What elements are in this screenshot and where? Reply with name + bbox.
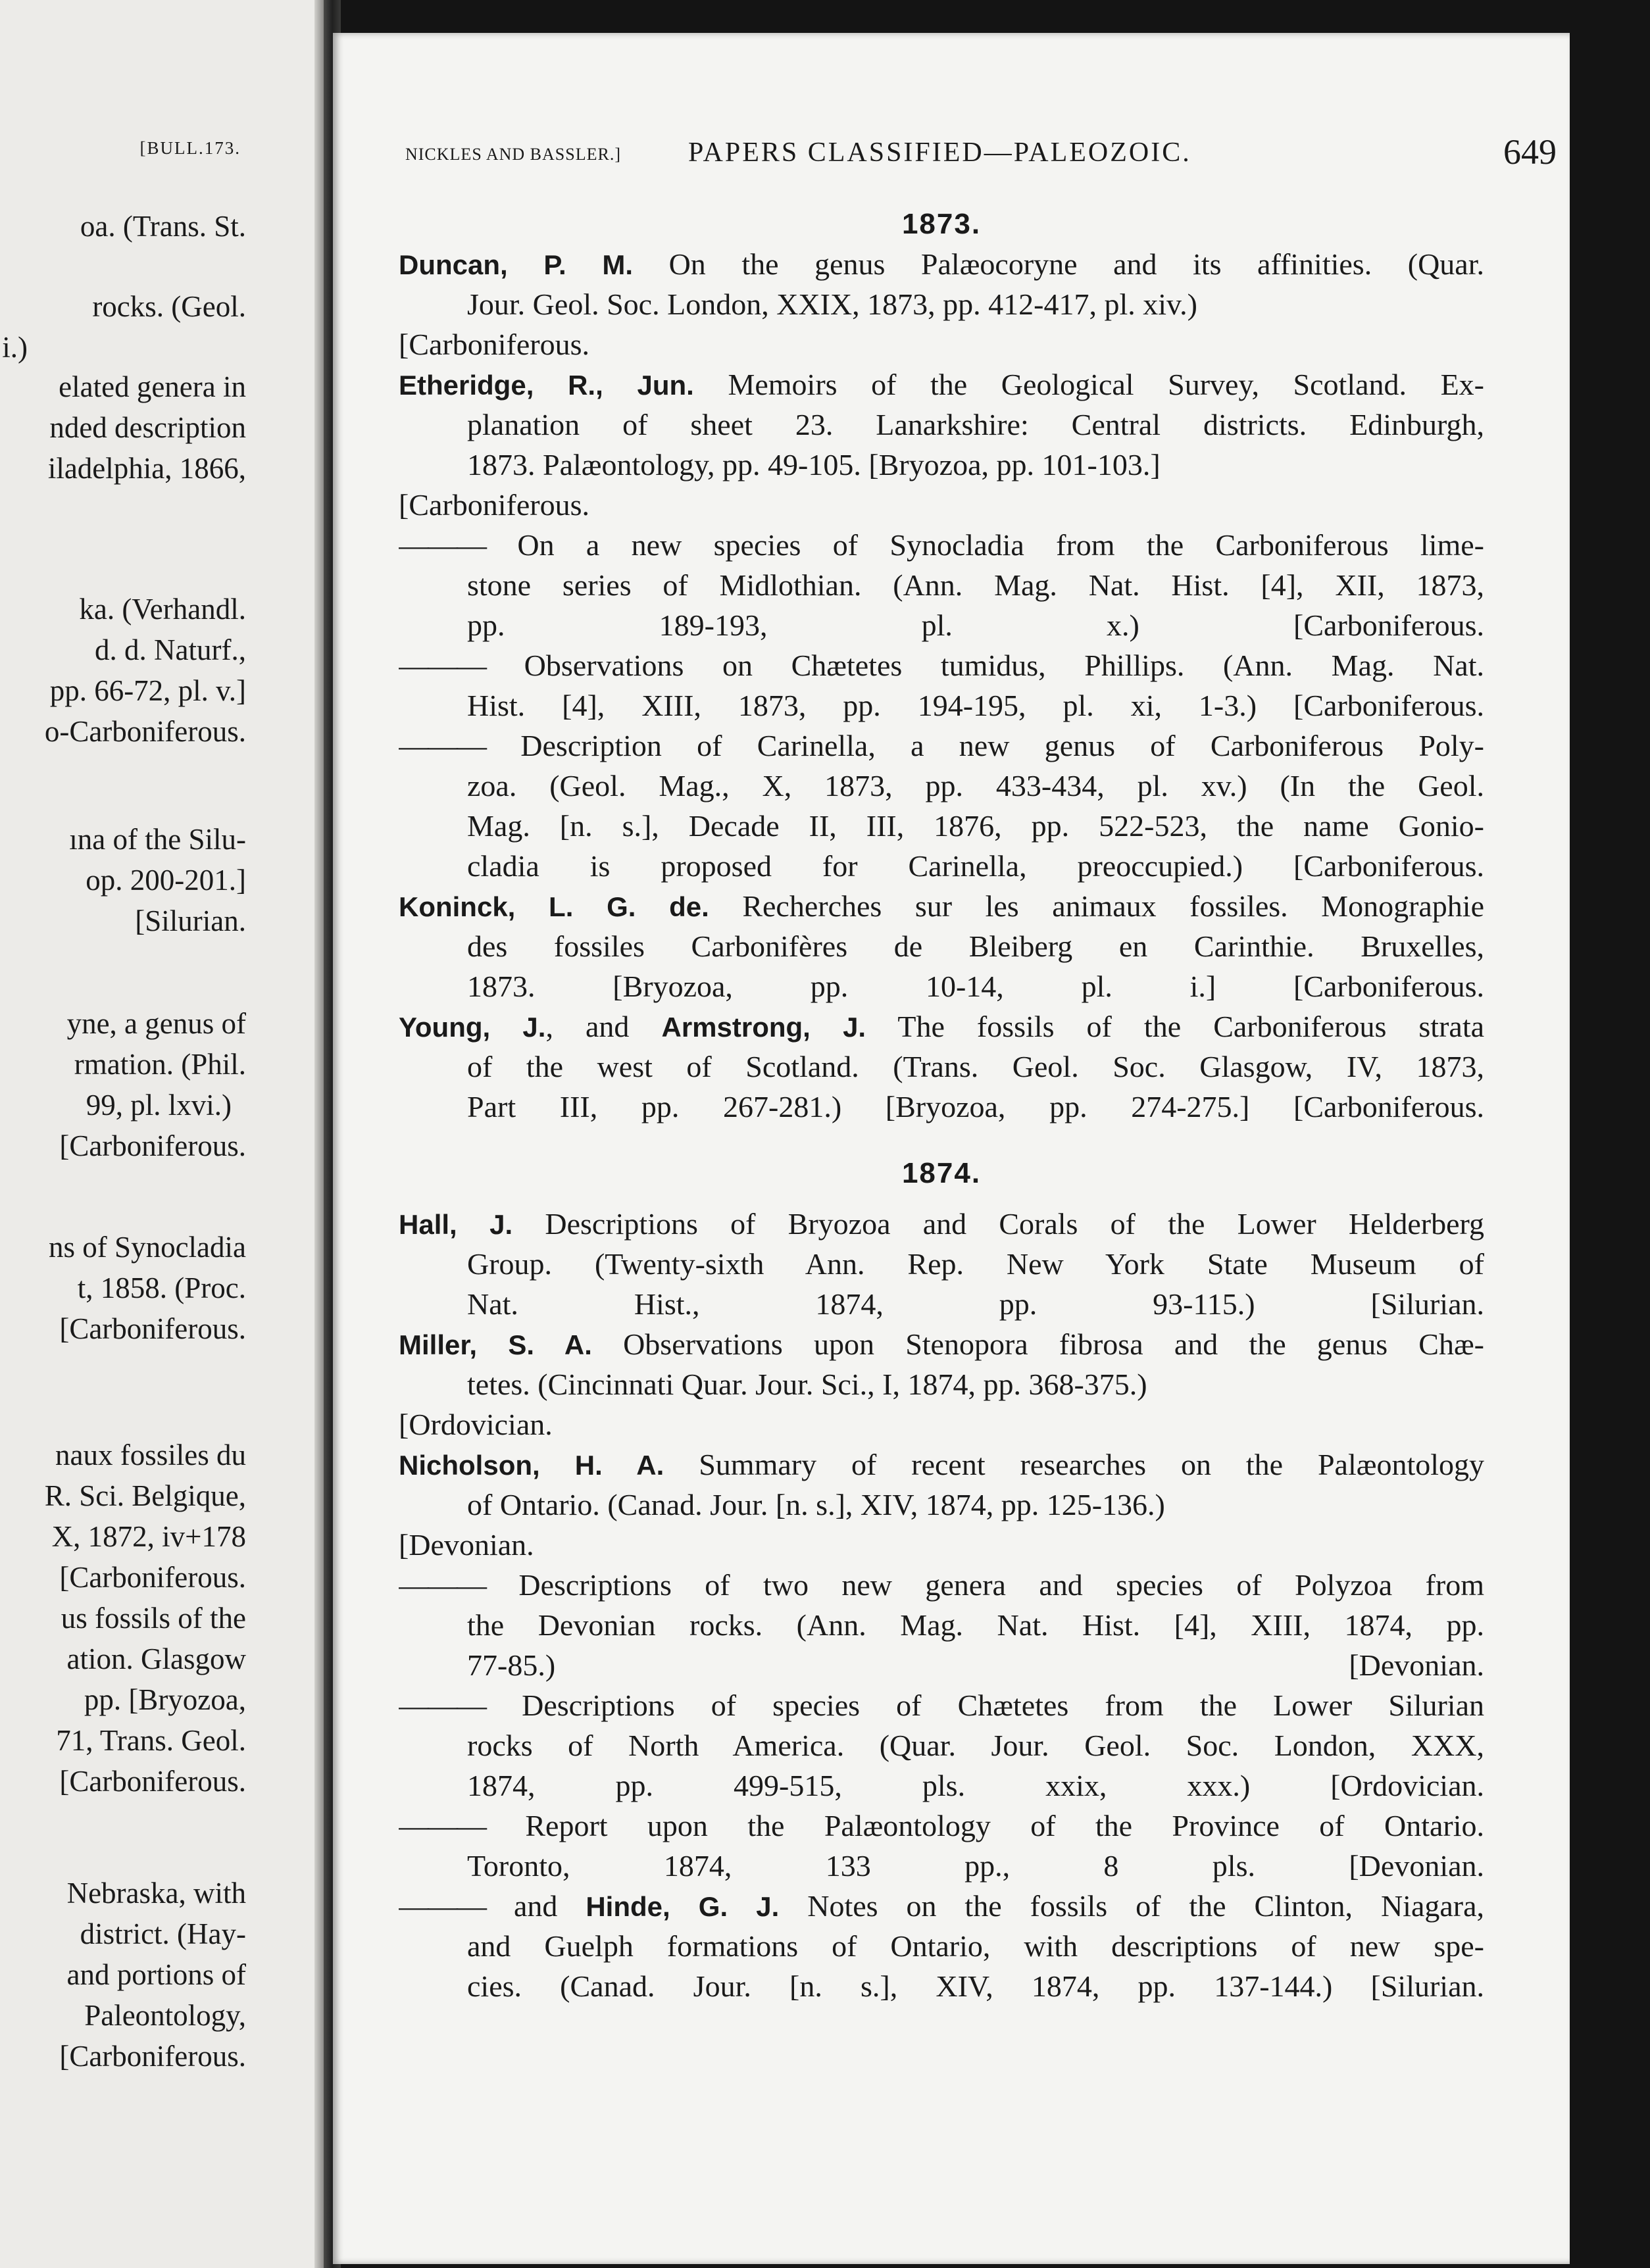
left-page-line: yne, a genus of <box>66 1007 246 1040</box>
geologic-system-tag: [Carboniferous. <box>1293 689 1484 722</box>
left-page-line: ka. (Verhandl. <box>79 593 246 626</box>
bibliography-entry <box>399 1006 1484 1127</box>
entry-text: of Ontario. (Canad. Jour. [n. s.], XIV, 1874, pp. 125-136.) <box>467 1488 1165 1521</box>
left-page-line: pp. [Bryozoa, <box>84 1683 246 1716</box>
geologic-system-tag: [Carboniferous. <box>399 488 589 522</box>
entry-text: Report upon the Palæontology of the Province of Ontario. <box>525 1809 1484 1842</box>
entry-text: zoa. (Geol. Mag., X, 1873, pp. 433-434, pl. xv.) (In the Geol. <box>467 769 1484 802</box>
entry-text: the Devonian rocks. (Ann. Mag. Nat. Hist. [4], XIII, 1874, pp. <box>467 1608 1484 1642</box>
entry-author: Miller, S. A. <box>399 1329 592 1360</box>
ditto-dash: ——— <box>399 649 486 682</box>
left-page-line: [Carboniferous. <box>59 2040 246 2073</box>
left-page-line: 99, pl. lxvi.) <box>86 1089 232 1122</box>
entry-text: 1873. [Bryozoa, pp. 10-14, pl. i.] <box>467 970 1216 1003</box>
geologic-system-tag: [Ordovician. <box>1330 1769 1484 1802</box>
entry-text: On a new species of Synocladia from the Carboniferous lime- <box>517 528 1484 562</box>
entry-text: Descriptions of species of Chætetes from the Lower Silurian <box>522 1689 1484 1722</box>
entry-text: Nat. Hist., 1874, pp. 93-115.) <box>467 1287 1255 1321</box>
left-page-line: t, 1858. (Proc. <box>77 1271 246 1304</box>
running-header-authors: NICKLES AND BASSLER.] <box>405 145 621 164</box>
entry-text: On the genus Palæocoryne and its affinities. (Quar. <box>668 247 1484 281</box>
geologic-system-tag: [Silurian. <box>1370 1287 1484 1321</box>
bibliography-entry <box>399 525 1484 645</box>
entry-text: rocks of North America. (Quar. Jour. Geol. Soc. London, XXX, <box>467 1729 1484 1762</box>
left-page-line: X, 1872, iv+178 <box>51 1520 246 1553</box>
bibliography-entry <box>399 1204 1484 1324</box>
bibliography-entry <box>399 886 1484 1006</box>
left-page-line: Nebraska, with <box>66 1877 246 1910</box>
entry-text: Descriptions of two new genera and species of Polyzoa from <box>518 1568 1484 1602</box>
entry-text: pp. 189-193, pl. x.) <box>467 608 1139 642</box>
ditto-dash: ——— <box>399 1889 486 1923</box>
geologic-system-tag: [Devonian. <box>1349 1648 1484 1682</box>
entry-author: Koninck, L. G. de. <box>399 891 709 922</box>
left-page-line: o-Carboniferous. <box>44 715 246 748</box>
bibliography-entry <box>399 244 1484 364</box>
geologic-system-tag: [Carboniferous. <box>1293 1090 1484 1123</box>
bibliography-entry <box>399 1565 1484 1685</box>
year-heading: 1873. <box>901 208 982 240</box>
bibliography-entry <box>399 1685 1484 1806</box>
entry-author: Etheridge, R., Jun. <box>399 370 694 401</box>
entry-text: Descriptions of Bryozoa and Corals of the Lower Helderberg <box>545 1207 1484 1241</box>
entry-text: des fossiles Carbonifères de Bleiberg en Carinthie. Bruxelles, <box>467 929 1484 963</box>
bibliography-entry <box>399 726 1484 886</box>
ditto-dash: ——— <box>399 528 486 562</box>
entry-text: Observations on Chætetes tumidus, Phillips. (Ann. Mag. Nat. <box>524 649 1484 682</box>
left-page-line: op. 200-201.] <box>86 864 246 897</box>
left-page-line: rocks. (Geol. <box>92 290 246 323</box>
geologic-system-tag: [Devonian. <box>399 1528 534 1562</box>
geologic-system-tag: [Carboniferous. <box>1293 608 1484 642</box>
left-page-line: naux fossiles du <box>55 1439 246 1471</box>
page-gutter <box>314 0 324 2268</box>
entry-author: Duncan, P. M. <box>399 249 634 280</box>
left-page-line: [Carboniferous. <box>59 1561 246 1594</box>
left-page-line: 71, Trans. Geol. <box>56 1724 246 1757</box>
bibliography-entry <box>399 364 1484 525</box>
left-page-fragment <box>0 0 324 2268</box>
geologic-system-tag: [Devonian. <box>1349 1849 1484 1883</box>
bibliography-entry <box>399 1806 1484 1886</box>
entry-text: and <box>513 1889 558 1923</box>
left-page-line: [Carboniferous. <box>59 1765 246 1798</box>
left-page-line: d. d. Naturf., <box>95 633 246 666</box>
entry-text: Memoirs of the Geological Survey, Scotland. Ex- <box>728 368 1484 401</box>
left-page-line: Paleontology, <box>84 1999 246 2032</box>
left-page-line: [Silurian. <box>135 904 246 937</box>
left-page-line: pp. 66-72, pl. v.] <box>49 674 246 707</box>
left-page-line: i.) <box>2 331 28 364</box>
entry-author: Young, J. <box>399 1012 546 1043</box>
ditto-dash: ——— <box>399 1809 486 1842</box>
entry-author: Armstrong, J. <box>661 1012 866 1043</box>
bibliography-entry <box>399 645 1484 726</box>
left-page-line: iladelphia, 1866, <box>47 452 246 485</box>
left-page-line: ns of Synocladia <box>49 1231 246 1264</box>
entry-text: 77-85.) <box>467 1648 556 1682</box>
left-page-line: ation. Glasgow <box>66 1642 246 1675</box>
left-page-header: [BULL.173. <box>139 138 241 158</box>
entry-author: Hinde, G. J. <box>586 1891 780 1922</box>
entry-text: Jour. Geol. Soc. London, XXIX, 1873, pp. 412-417, pl. xiv.) <box>467 287 1197 321</box>
left-page-line: us fossils of the <box>61 1602 246 1635</box>
entry-text: of the west of Scotland. (Trans. Geol. Soc. Glasgow, IV, 1873, <box>467 1050 1484 1083</box>
entry-text: Hist. [4], XIII, 1873, pp. 194-195, pl. xi, 1-3.) <box>467 689 1257 722</box>
entry-text: and Guelph formations of Ontario, with descriptions of new spe- <box>467 1929 1484 1963</box>
geologic-system-tag: [Carboniferous. <box>1293 970 1484 1003</box>
entry-text: Part III, pp. 267-281.) [Bryozoa, pp. 274-275.] <box>467 1090 1250 1123</box>
ditto-dash: ——— <box>399 729 486 762</box>
entry-text: cies. (Canad. Jour. [n. s.], XIV, 1874, pp. 137-144.) <box>467 1969 1333 2003</box>
year-heading: 1874. <box>901 1157 982 1189</box>
ditto-dash: ——— <box>399 1568 486 1602</box>
left-page-line: oa. (Trans. St. <box>80 210 246 243</box>
left-page-line: and portions of <box>66 1958 246 1991</box>
bibliography-body <box>399 204 1484 2006</box>
entry-text: Notes on the fossils of the Clinton, Niagara, <box>807 1889 1484 1923</box>
entry-text: The fossils of the Carboniferous strata <box>897 1010 1484 1043</box>
page-number: 649 <box>1503 132 1557 172</box>
entry-text: Toronto, 1874, 133 pp., 8 pls. <box>467 1849 1255 1883</box>
ditto-dash: ——— <box>399 1689 486 1722</box>
left-page-line: R. Sci. Belgique, <box>44 1479 246 1512</box>
entry-text: planation of sheet 23. Lanarkshire: Central districts. Edinburgh, <box>467 408 1484 441</box>
left-page-line: ına of the Silu- <box>69 823 246 856</box>
geologic-system-tag: [Ordovician. <box>399 1408 553 1441</box>
entry-text: Summary of recent researches on the Palæontology <box>699 1448 1484 1481</box>
left-page-line: nded description <box>49 411 246 444</box>
geologic-system-tag: [Carboniferous. <box>1293 849 1484 883</box>
entry-text: Mag. [n. s.], Decade II, III, 1876, pp. 522-523, the name Gonio- <box>467 809 1484 843</box>
entry-text: Recherches sur les animaux fossiles. Monographie <box>742 889 1484 923</box>
geologic-system-tag: [Silurian. <box>1370 1969 1484 2003</box>
geologic-system-tag: [Carboniferous. <box>399 328 589 361</box>
entry-text: , and <box>545 1010 630 1043</box>
entry-text: cladia is proposed for Carinella, preoccupied.) <box>467 849 1243 883</box>
entry-text: 1874, pp. 499-515, pls. xxix, xxx.) <box>467 1769 1251 1802</box>
left-page-line: rmation. (Phil. <box>74 1048 246 1081</box>
left-page-line: [Carboniferous. <box>59 1129 246 1162</box>
bibliography-entry <box>399 1324 1484 1444</box>
entry-text: Observations upon Stenopora fibrosa and the genus Chæ- <box>623 1327 1484 1361</box>
entry-text: Description of Carinella, a new genus of Carboniferous Poly- <box>520 729 1484 762</box>
entry-text: 1873. Palæontology, pp. 49-105. [Bryozoa, pp. 101-103.] <box>467 448 1161 481</box>
entry-text: stone series of Midlothian. (Ann. Mag. Nat. Hist. [4], XII, 1873, <box>467 568 1484 602</box>
running-header-title: PAPERS CLASSIFIED—PALEOZOIC. <box>688 137 1191 168</box>
entry-text: tetes. (Cincinnati Quar. Jour. Sci., I, 1874, pp. 368-375.) <box>467 1368 1147 1401</box>
main-page <box>333 33 1570 2264</box>
bibliography-entry <box>399 1444 1484 1565</box>
entry-author: Hall, J. <box>399 1209 513 1240</box>
running-header <box>405 132 1557 178</box>
entry-text: Group. (Twenty-sixth Ann. Rep. New York State Museum of <box>467 1247 1484 1281</box>
entry-author: Nicholson, H. A. <box>399 1450 664 1481</box>
bibliography-entry <box>399 1886 1484 2006</box>
left-page-line: elated genera in <box>59 370 246 403</box>
left-page-line: [Carboniferous. <box>59 1312 246 1345</box>
left-page-line: district. (Hay- <box>80 1917 246 1950</box>
